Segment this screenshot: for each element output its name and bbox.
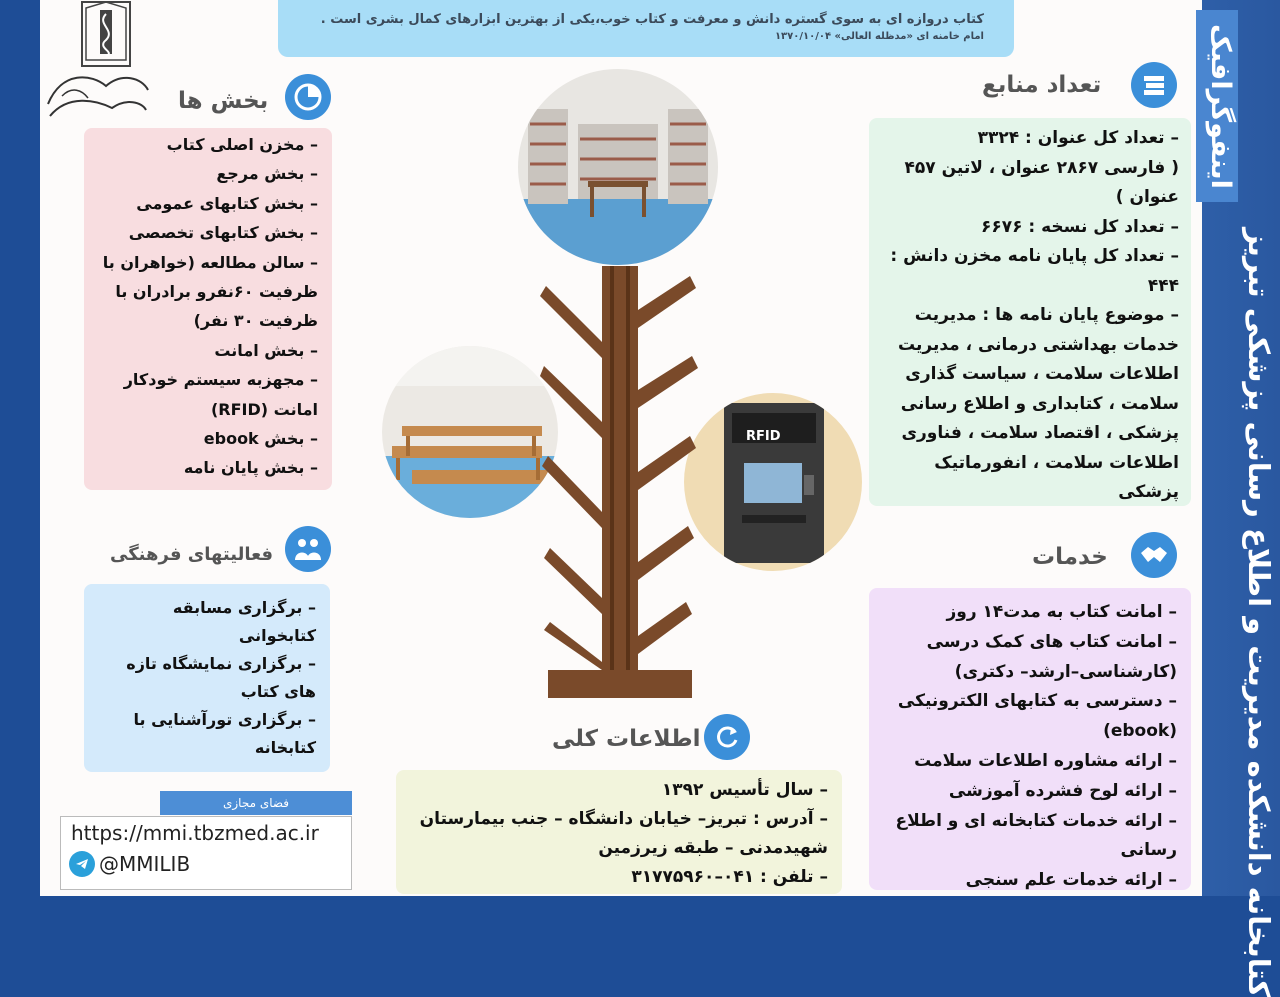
quote-source: امام خامنه ای «مدظله العالی» ۱۳۷۰/۱۰/۰۴ [774, 31, 984, 42]
list-item: – برگزاری مسابقه کتابخوانی [172, 598, 316, 645]
list-item: – بخش امانت [214, 340, 318, 360]
books-icon [1131, 62, 1177, 108]
rfid-label: RFID [746, 429, 781, 444]
list-item: – ارائه خدمات کتابخانه ای و اطلاع رسانی [895, 810, 1177, 861]
general-title: اطلاعات کلی [552, 726, 701, 752]
list-item: – تعداد کل پایان نامه مخزن دانش : ۴۴۴ [890, 246, 1179, 296]
telegram-icon [69, 851, 95, 877]
cultural-title: فعالیتهای فرهنگی [110, 544, 274, 565]
list-item: – ارائه لوح فشرده آموزشی [948, 780, 1177, 801]
list-item: – امانت کتاب های کمک درسی (کارشناسی–ارشد– دکتری) [926, 631, 1177, 682]
resources-title: تعداد منابع [982, 72, 1102, 98]
sections-panel [84, 128, 332, 490]
list-item: – امانت کتاب به مدت۱۴ روز [946, 602, 1177, 622]
rfid-kiosk-photo [684, 393, 862, 571]
website-link[interactable]: https://mmi.tbzmed.ac.ir [71, 821, 319, 845]
list-item: – ارائه مشاوره اطلاعات سلامت [914, 750, 1177, 771]
refresh-icon [704, 714, 750, 760]
list-item: – مجهزبه سیستم خودکار امانت (RFID) [123, 370, 318, 419]
list-item: – برگزاری نمایشگاه تازه های کتاب [126, 654, 316, 701]
university-logo [42, 0, 152, 122]
list-item: – برگزاری تورآشنایی با کتابخانه [133, 710, 316, 757]
list-item: – دسترسی به کتابهای الکترونیکی (ebook) [897, 691, 1177, 742]
cultural-panel [84, 584, 330, 772]
list-item: – بخش ebook [203, 429, 318, 449]
list-item: – موضوع پایان نامه ها : مدیریت خدمات بهداشتی درمانی ، مدیریت اطلاعات سلامت ، سیاست گذاری سلامت ، کتابداری و اطلاع رسانی پزشکی ، اقتصاد سلامت ، فناوری اطلاعات سلامت ، انفورماتیک پزشکی [898, 305, 1179, 502]
telegram-link[interactable] [69, 851, 190, 877]
library-shelves-photo [518, 69, 718, 265]
infographic-label: اینفوگرافیک [1196, 10, 1238, 202]
list-item: – آدرس : تبریز– خیابان دانشگاه – جنب بیمارستان شهیدمدنی – طبقه زیرزمین [419, 809, 828, 858]
list-item: – مخزن اصلی کتاب [166, 135, 318, 154]
left-border [0, 0, 40, 896]
list-item: – بخش مرجع [216, 164, 318, 184]
list-item: – تعداد کل عنوان : ۳۳۲۴ [977, 128, 1179, 148]
list-item: – تلفن : ۰۴۱–۳۱۷۷۵۹۶۰ [631, 867, 828, 887]
list-item: – بخش کتابهای عمومی [136, 193, 318, 213]
virtual-space-label: فضای مجازی [160, 791, 352, 815]
pie-chart-icon [285, 74, 331, 120]
general-panel [396, 770, 842, 894]
list-item: – تعداد کل نسخه : ۶۶۷۶ [980, 216, 1179, 237]
services-panel [869, 588, 1191, 890]
reading-room-photo [382, 346, 558, 518]
list-item: – سال تأسیس ۱۳۹۲ [661, 780, 828, 800]
list-item: – ارائه خدمات علم سنجی [965, 870, 1177, 891]
handshake-icon [1131, 532, 1177, 578]
virtual-links [60, 816, 352, 890]
library-name-title: کتابخانه دانشکده مدیریت و اطلاع رسانی پزشکی تبریز [1242, 228, 1276, 997]
sections-title: بخش ها [178, 88, 269, 114]
services-title: خدمات [1032, 544, 1108, 570]
list-item: – بخش پایان نامه [183, 458, 318, 478]
side-title-band [1202, 0, 1280, 997]
resources-panel [869, 118, 1191, 506]
quote-text: کتاب دروازه ای به سوی گستره دانش و معرفت و کتاب خوب،یکی از بهترین ابزارهای کمال بشری است . [320, 12, 984, 27]
telegram-handle: @MMILIB [99, 852, 191, 876]
list-item: – سالن مطالعه (خواهران با ظرفیت ۶۰نفرو برادران با ظرفیت ۳۰ نفر) [102, 252, 318, 331]
quote-banner [278, 0, 1014, 57]
list-item: – بخش کتابهای تخصصی [128, 223, 318, 243]
list-item: ( فارسی ۲۸۶۷ عنوان ، لاتین ۴۵۷ عنوان ) [904, 157, 1179, 207]
tree-bookshelf-image [540, 266, 700, 702]
people-icon [285, 526, 331, 572]
